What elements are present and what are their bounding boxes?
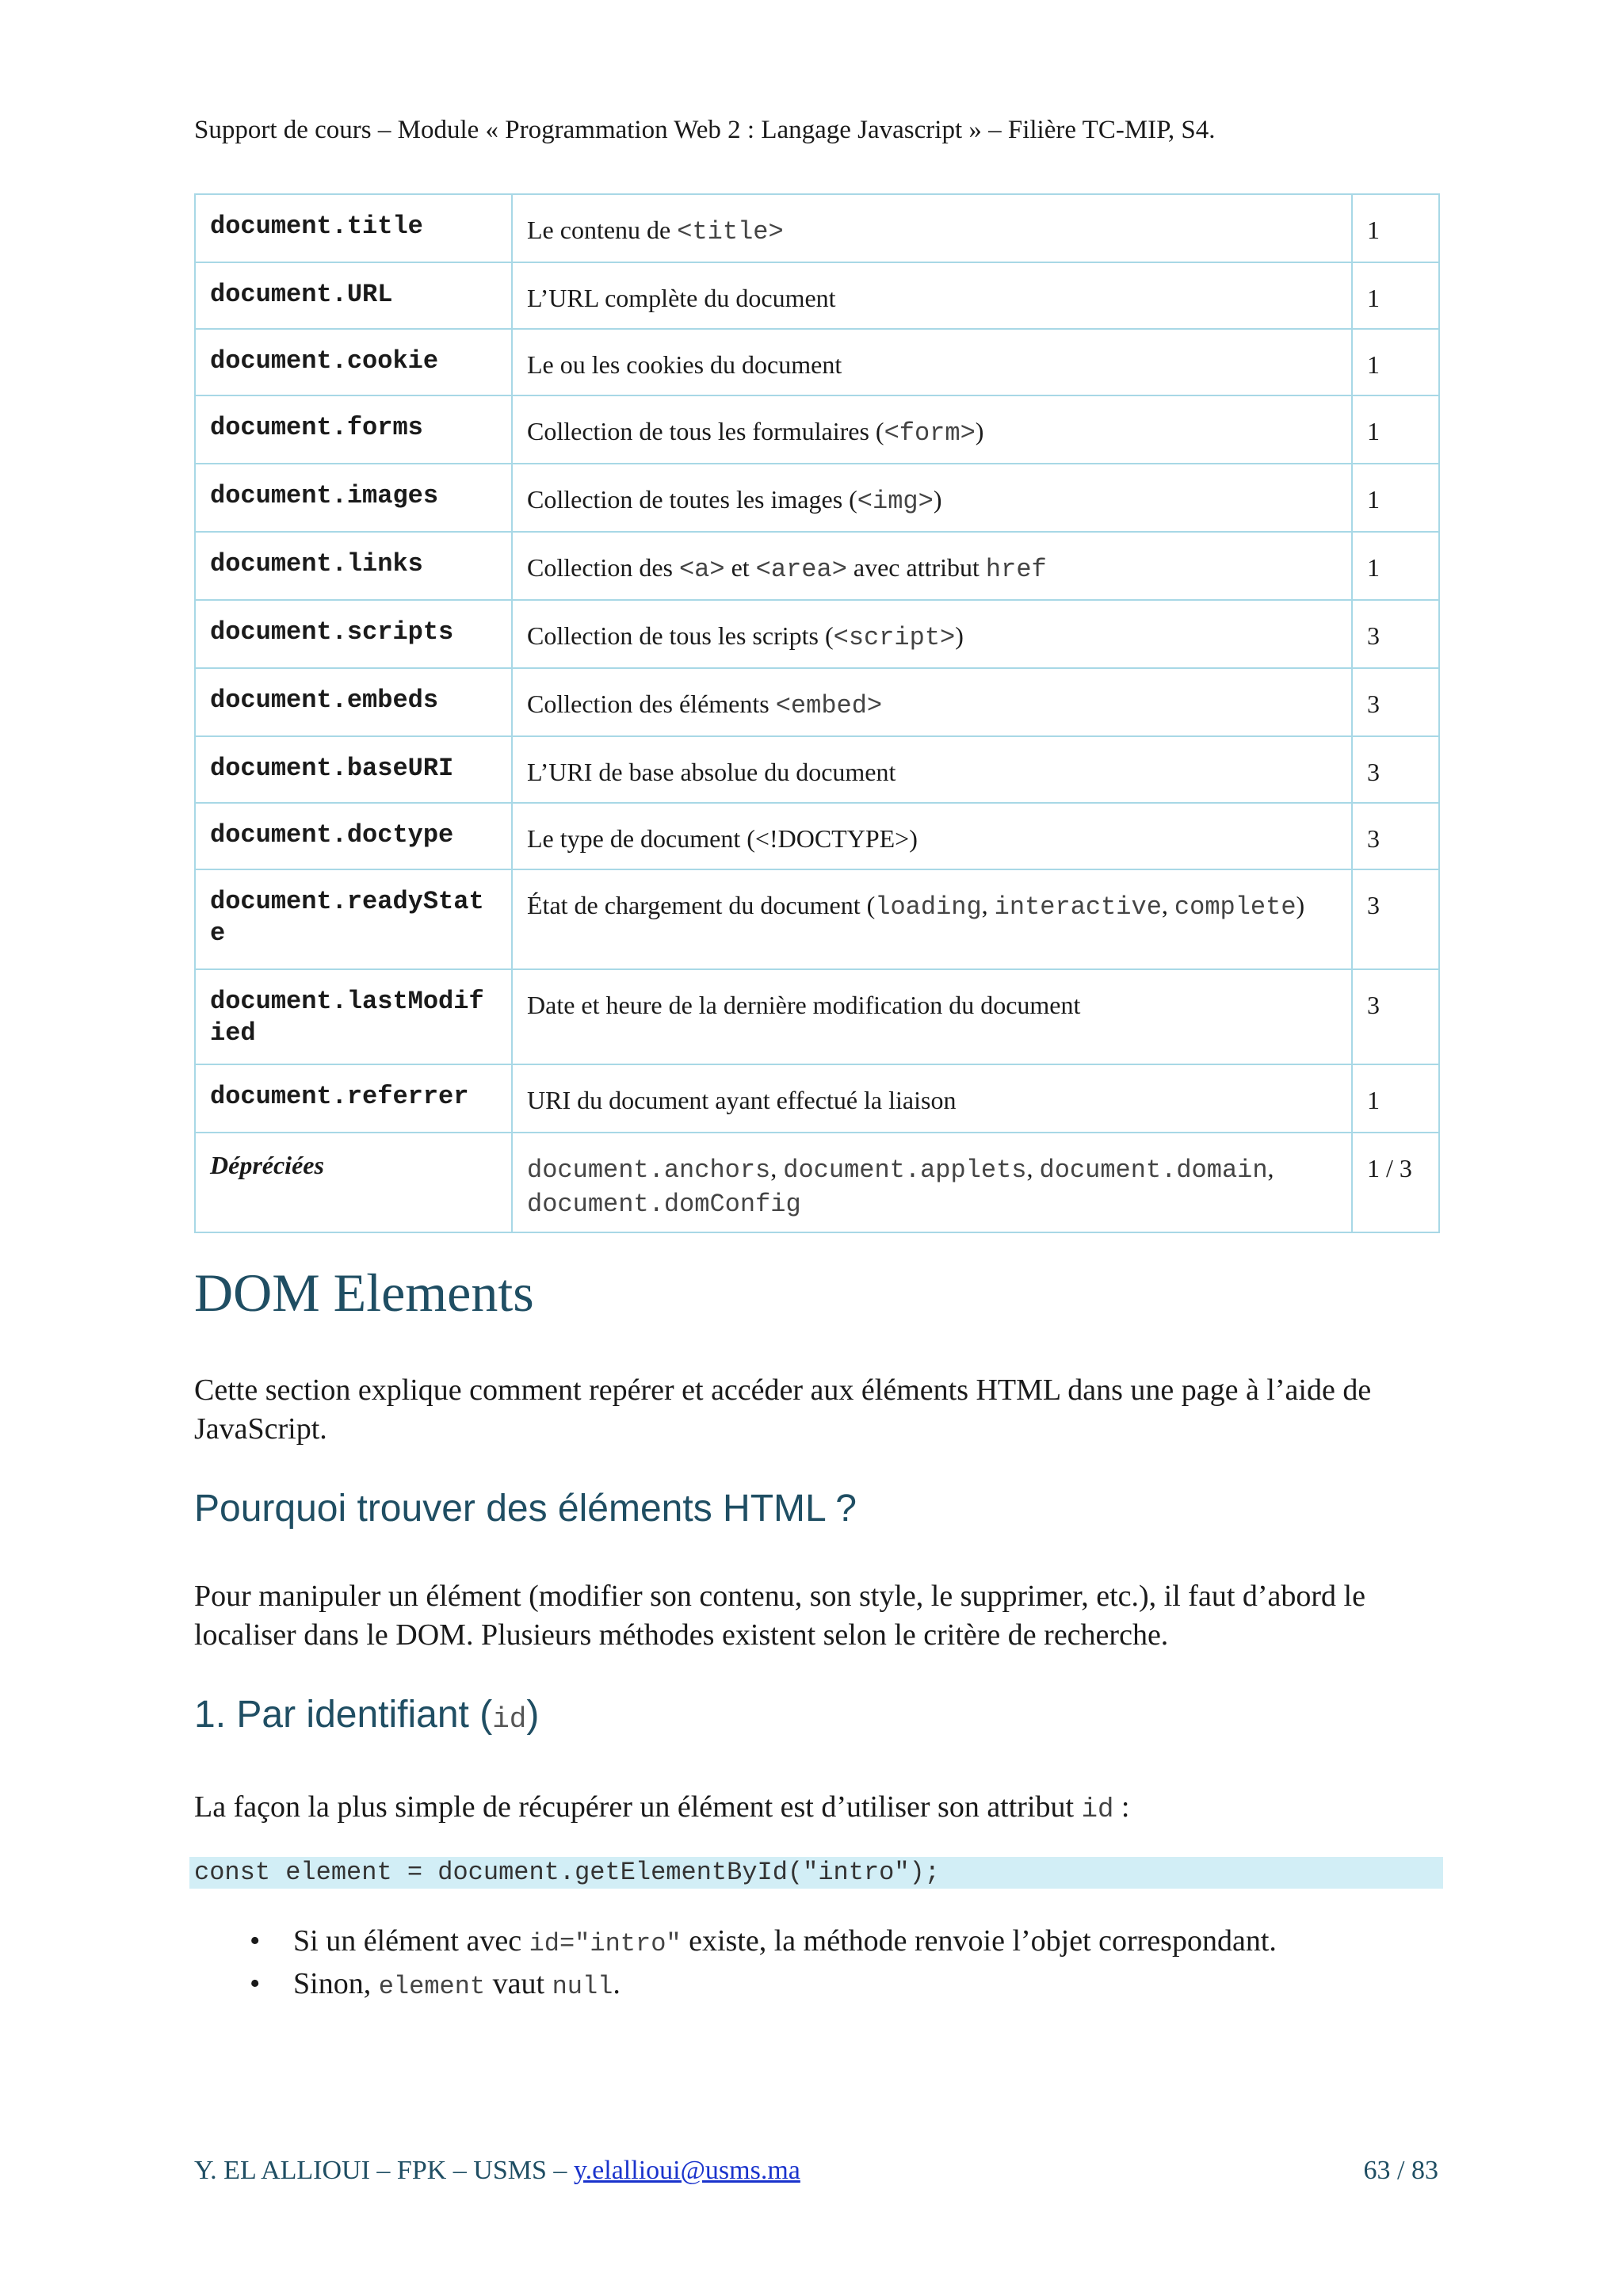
inline-code: <title>: [677, 217, 784, 246]
by-id-paragraph: La façon la plus simple de récupérer un élément est d’utiliser son attribut id :: [194, 1790, 1130, 1825]
version-cell: 3: [1352, 736, 1439, 803]
table-row: [195, 329, 1439, 395]
table-row: [195, 869, 1439, 969]
description-text: Collection de tous les formulaires (: [527, 417, 884, 445]
code-block: const element = document.getElementById("intro");: [189, 1857, 1443, 1889]
version-cell: 3: [1352, 803, 1439, 869]
inline-code: <script>: [833, 623, 956, 652]
table-row: [195, 262, 1439, 329]
description-cell: [512, 329, 1352, 395]
description-text: ,: [981, 891, 995, 919]
description-text: État de chargement du document (: [527, 891, 876, 919]
description-cell: [512, 1133, 1352, 1232]
version-cell: 1: [1352, 262, 1439, 329]
table-row: [195, 803, 1439, 869]
inline-code: null: [552, 1972, 613, 2001]
description-text: ,: [1026, 1154, 1040, 1182]
description-cell: [512, 969, 1352, 1064]
description-cell: [512, 194, 1352, 262]
property-cell: document.images: [195, 464, 512, 532]
description-text: ): [955, 621, 964, 650]
list-item: • Si un élément avec id="intro" existe, la méthode renvoie l’objet correspondant.: [194, 1921, 1438, 1964]
property-cell: document.embeds: [195, 668, 512, 736]
footer-author: Y. EL ALLIOUI – FPK – USMS –: [194, 2156, 574, 2185]
property-cell: document.URL: [195, 262, 512, 329]
document-properties-table: [194, 193, 1440, 1233]
description-text: URI du document ayant effectué la liaison: [527, 1086, 957, 1114]
subsection-title: Pourquoi trouver des éléments HTML ?: [194, 1488, 857, 1530]
description-cell: [512, 262, 1352, 329]
description-cell: [512, 395, 1352, 464]
description-cell: [512, 532, 1352, 600]
description-cell: [512, 803, 1352, 869]
table-row: [195, 668, 1439, 736]
inline-code: href: [985, 555, 1047, 584]
description-cell: [512, 600, 1352, 668]
table-row: [195, 969, 1439, 1064]
bullet-icon: •: [250, 1967, 261, 2000]
description-text: ): [933, 485, 942, 514]
description-text: ): [1296, 891, 1305, 919]
version-cell: 1: [1352, 464, 1439, 532]
description-cell: [512, 668, 1352, 736]
version-cell: 1: [1352, 532, 1439, 600]
page-number: 63 / 83: [1363, 2156, 1438, 2185]
description-text: Collection des: [527, 553, 679, 582]
description-cell: [512, 1064, 1352, 1133]
inline-code: <img>: [857, 487, 934, 516]
intro-paragraph: Cette section explique comment repérer et accéder aux éléments HTML dans une page à l’aide de JavaScript.: [194, 1373, 1372, 1446]
description-cell: [512, 736, 1352, 803]
running-header: Support de cours – Module « Programmation Web 2 : Langage Javascript » – Filière TC-MIP, S4.: [194, 116, 1216, 144]
inline-code: document.applets: [783, 1156, 1027, 1185]
table-row: [195, 395, 1439, 464]
description-text: Le contenu de: [527, 216, 678, 244]
version-cell: 3: [1352, 869, 1439, 969]
table-row: [195, 1064, 1439, 1133]
description-text: Date et heure de la dernière modification du document: [527, 991, 1081, 1019]
description-text: Le ou les cookies du document: [527, 350, 842, 379]
bullet-list: [194, 1921, 1438, 2007]
table-row: [195, 532, 1439, 600]
footer-email-link[interactable]: y.elallioui@usms.ma: [573, 2156, 800, 2185]
inline-code: complete: [1174, 892, 1296, 922]
description-text: L’URI de base absolue du document: [527, 758, 896, 786]
property-cell: document.lastModified: [195, 969, 512, 1064]
version-cell: 1: [1352, 194, 1439, 262]
property-cell: Dépréciées: [195, 1133, 512, 1232]
table-row: [195, 464, 1439, 532]
by-id-title: 1. Par identifiant (id): [194, 1694, 540, 1736]
property-cell: document.cookie: [195, 329, 512, 395]
version-cell: 3: [1352, 600, 1439, 668]
inline-code: id: [492, 1703, 527, 1736]
description-text: ,: [770, 1154, 784, 1182]
description-text: L’URL complète du document: [527, 284, 836, 312]
inline-code: <embed>: [775, 691, 883, 720]
description-text: Collection des éléments: [527, 690, 776, 718]
inline-code: element: [378, 1972, 486, 2001]
description-text: et: [724, 553, 756, 582]
property-cell: document.scripts: [195, 600, 512, 668]
description-text: avec attribut: [846, 553, 986, 582]
description-text: ,: [1161, 891, 1174, 919]
description-text: Collection de tous les scripts (: [527, 621, 834, 650]
list-item: • Sinon, element vaut null.: [194, 1964, 1438, 2007]
property-cell: document.baseURI: [195, 736, 512, 803]
version-cell: 1: [1352, 1064, 1439, 1133]
inline-code: id="intro": [529, 1929, 682, 1958]
table-row: [195, 1133, 1439, 1232]
version-cell: 1 / 3: [1352, 1133, 1439, 1232]
version-cell: 3: [1352, 969, 1439, 1064]
inline-code: document.anchors: [527, 1156, 771, 1185]
page-footer: [194, 2156, 1438, 2186]
inline-code: <form>: [884, 418, 976, 448]
property-cell: document.doctype: [195, 803, 512, 869]
inline-code: document.domain: [1039, 1156, 1268, 1185]
property-cell: document.forms: [195, 395, 512, 464]
inline-code: id: [1081, 1795, 1114, 1825]
description-text: Collection de toutes les images (: [527, 485, 857, 514]
inline-code: document.domConfig: [527, 1190, 801, 1219]
property-cell: document.links: [195, 532, 512, 600]
table-row: [195, 194, 1439, 262]
version-cell: 1: [1352, 395, 1439, 464]
why-paragraph: Pour manipuler un élément (modifier son contenu, son style, le supprimer, etc.), il faut d’abord le localiser dans le DOM. Plusieurs méthodes existent selon le critère de recherche.: [194, 1580, 1365, 1652]
section-title: DOM Elements: [194, 1263, 534, 1323]
table-row: [195, 600, 1439, 668]
description-cell: [512, 869, 1352, 969]
bullet-icon: •: [250, 1924, 261, 1958]
property-cell: document.title: [195, 194, 512, 262]
inline-code: interactive: [994, 892, 1162, 922]
property-cell: document.readyState: [195, 869, 512, 969]
property-cell: document.referrer: [195, 1064, 512, 1133]
version-cell: 1: [1352, 329, 1439, 395]
inline-code: <a>: [678, 555, 725, 584]
inline-code: loading: [875, 892, 982, 922]
description-text: Le type de document (<!DOCTYPE>): [527, 824, 918, 853]
description-cell: [512, 464, 1352, 532]
inline-code: <area>: [755, 555, 847, 584]
version-cell: 3: [1352, 668, 1439, 736]
table-row: [195, 736, 1439, 803]
description-text: ): [975, 417, 984, 445]
description-text: ,: [1267, 1154, 1274, 1182]
